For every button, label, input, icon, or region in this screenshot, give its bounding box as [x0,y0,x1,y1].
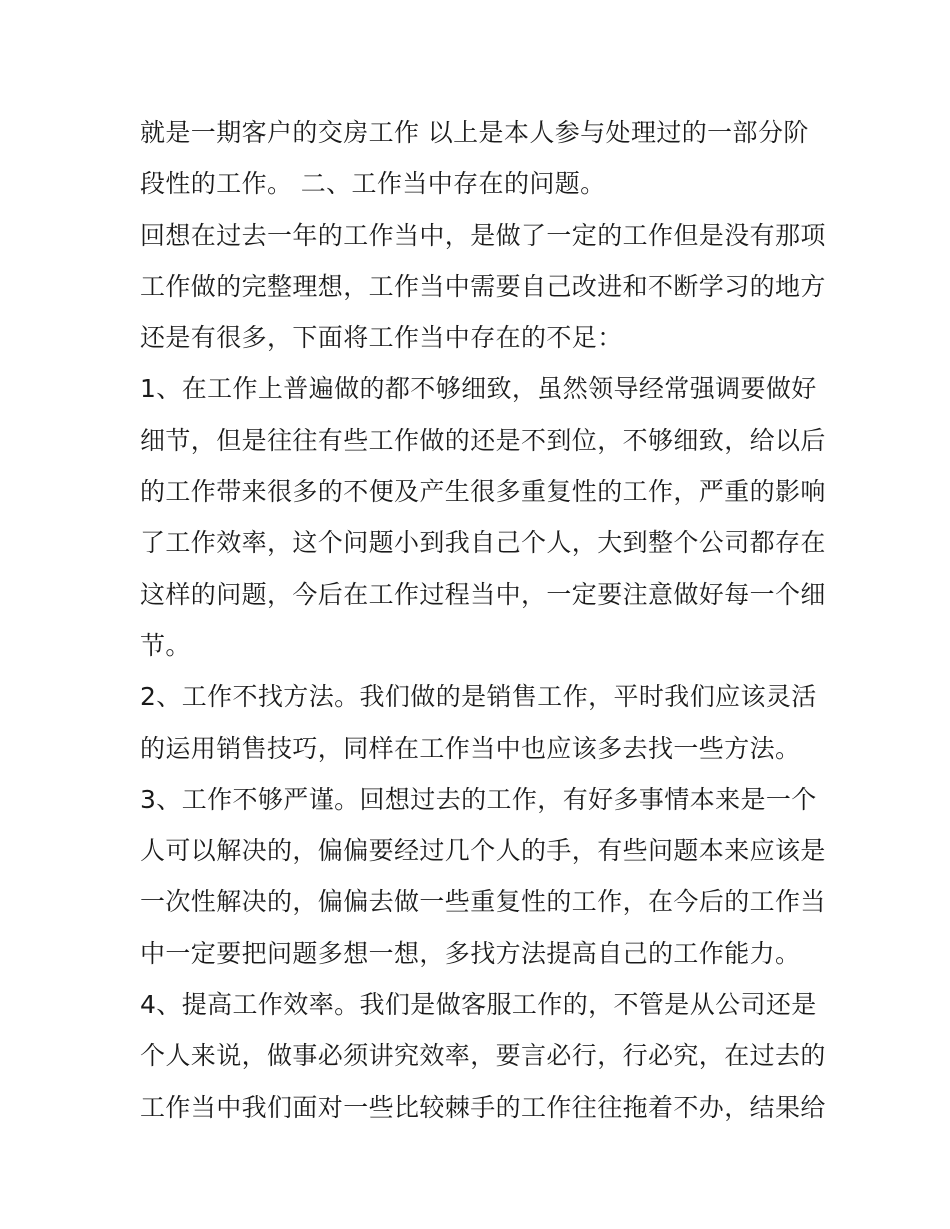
text-line-7: 细节，但是往往有些工作做的还是不到位，不够细致，给以后 [140,425,826,455]
text-line-12: 2、工作不找方法。我们做的是销售工作，平时我们应该灵活 [140,682,817,712]
text-line-10: 这样的问题，今后在工作过程当中，一定要注意做好每一个细 [140,579,826,609]
text-line-20: 工作当中我们面对一些比较棘手的工作往往拖着不办，结果给 [140,1092,826,1122]
text-line-6: 1、在工作上普遍做的都不够细致，虽然领导经常强调要做好 [140,374,817,404]
text-line-11: 节。 [140,630,191,660]
body-text [140,107,830,1133]
text-line-2: 段性的工作。 二、工作当中存在的问题。 [140,169,606,199]
text-line-16: 一次性解决的，偏偏去做一些重复性的工作，在今后的工作当 [140,887,826,917]
text-line-18: 4、提高工作效率。我们是做客服工作的，不管是从公司还是 [140,990,817,1020]
text-line-3: 回想在过去一年的工作当中，是做了一定的工作但是没有那项 [140,220,826,250]
text-line-14: 3、工作不够严谨。回想过去的工作，有好多事情本来是一个 [140,784,817,814]
text-line-13: 的运用销售技巧，同样在工作当中也应该多去找一些方法。 [140,733,801,763]
text-line-5: 还是有很多，下面将工作当中存在的不足： [140,323,623,353]
text-line-15: 人可以解决的，偏偏要经过几个人的手，有些问题本来应该是 [140,836,826,866]
text-line-17: 中一定要把问题多想一想，多找方法提高自己的工作能力。 [140,938,801,968]
text-line-4: 工作做的完整理想，工作当中需要自己改进和不断学习的地方 [140,271,826,301]
text-line-8: 的工作带来很多的不便及产生很多重复性的工作，严重的影响 [140,477,826,507]
text-line-1: 就是一期客户的交房工作 以上是本人参与处理过的一部分阶 [140,118,809,147]
text-line-19: 个人来说，做事必须讲究效率，要言必行，行必究，在过去的 [140,1041,826,1071]
text-line-9: 了工作效率，这个问题小到我自己个人，大到整个公司都存在 [140,528,826,558]
